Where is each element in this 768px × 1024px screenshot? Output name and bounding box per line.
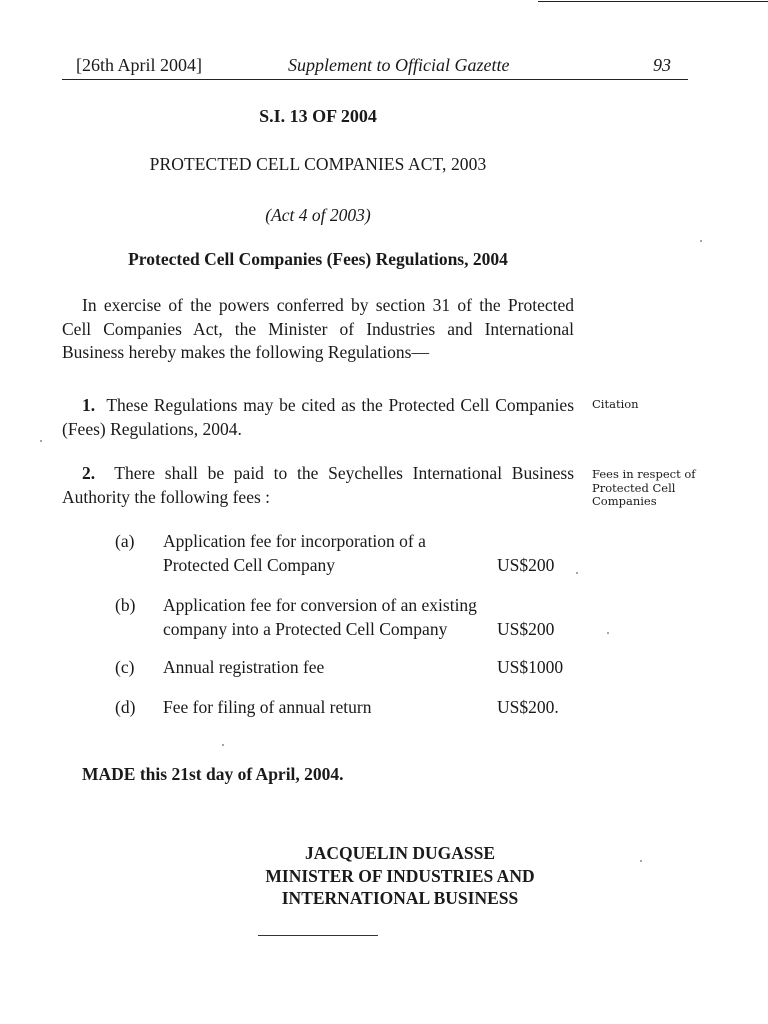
made-date-line: MADE this 21st day of April, 2004. xyxy=(82,764,344,784)
act-reference: (Act 4 of 2003) xyxy=(265,205,371,225)
running-header xyxy=(62,53,688,79)
scan-speck xyxy=(607,632,609,634)
scan-speck xyxy=(576,572,578,574)
scan-speck xyxy=(222,744,224,746)
preamble-paragraph: In exercise of the powers conferred by section 31 of the Protected Cell Companies Act, the Minister of Industries and International Business hereby makes the following Regulations— xyxy=(62,295,574,362)
fee-description: Application fee for conversion of an existing company into a Protected Cell Company xyxy=(163,595,477,639)
fee-letter: (b) xyxy=(115,595,136,615)
header-page-number: 93 xyxy=(653,55,671,75)
scan-speck xyxy=(640,860,642,862)
regulation-number: 2. xyxy=(82,463,96,483)
signatory-title-line-2: INTERNATIONAL BUSINESS xyxy=(281,888,519,908)
signatory-name: JACQUELIN DUGASSE xyxy=(304,843,496,863)
fee-letter: (a) xyxy=(115,531,135,551)
fee-description: Application fee for incorporation of a Protected Cell Company xyxy=(163,531,426,575)
fee-letter: (d) xyxy=(115,697,136,717)
fee-description: Annual registration fee xyxy=(163,657,325,677)
closing-rule xyxy=(258,935,378,936)
regulation-1 xyxy=(62,394,574,441)
top-edge-rule xyxy=(538,1,768,2)
fee-amount: US$200 xyxy=(497,554,555,575)
signature-block xyxy=(200,842,600,910)
header-publication-title: Supplement to Official Gazette xyxy=(288,55,510,75)
regulations-title: Protected Cell Companies (Fees) Regulations, 2004 xyxy=(128,249,508,269)
statutory-instrument-number: S.I. 13 OF 2004 xyxy=(259,106,377,126)
margin-note-citation: Citation xyxy=(592,397,639,411)
fee-description: Fee for filing of annual return xyxy=(163,697,372,717)
margin-note-fees: Fees in respect of Protected Cell Companies xyxy=(592,467,696,508)
regulation-text: There shall be paid to the Seychelles International Business Authority the following fees : xyxy=(62,463,575,507)
header-rule xyxy=(62,79,688,80)
fee-amount: US$200 xyxy=(497,618,555,639)
header-date: [26th April 2004] xyxy=(76,55,202,75)
act-name: PROTECTED CELL COMPANIES ACT, 2003 xyxy=(149,154,487,174)
regulation-2 xyxy=(62,462,574,509)
signatory-title-line-1: MINISTER OF INDUSTRIES AND xyxy=(265,865,535,886)
scan-speck xyxy=(40,440,42,442)
regulation-text: These Regulations may be cited as the Protected Cell Companies (Fees) Regulations, 2004. xyxy=(62,395,575,439)
fee-letter: (c) xyxy=(115,657,135,677)
regulation-number: 1. xyxy=(82,395,96,415)
fee-amount: US$200. xyxy=(497,697,559,717)
scan-speck xyxy=(700,240,702,242)
fee-amount: US$1000 xyxy=(497,657,564,677)
